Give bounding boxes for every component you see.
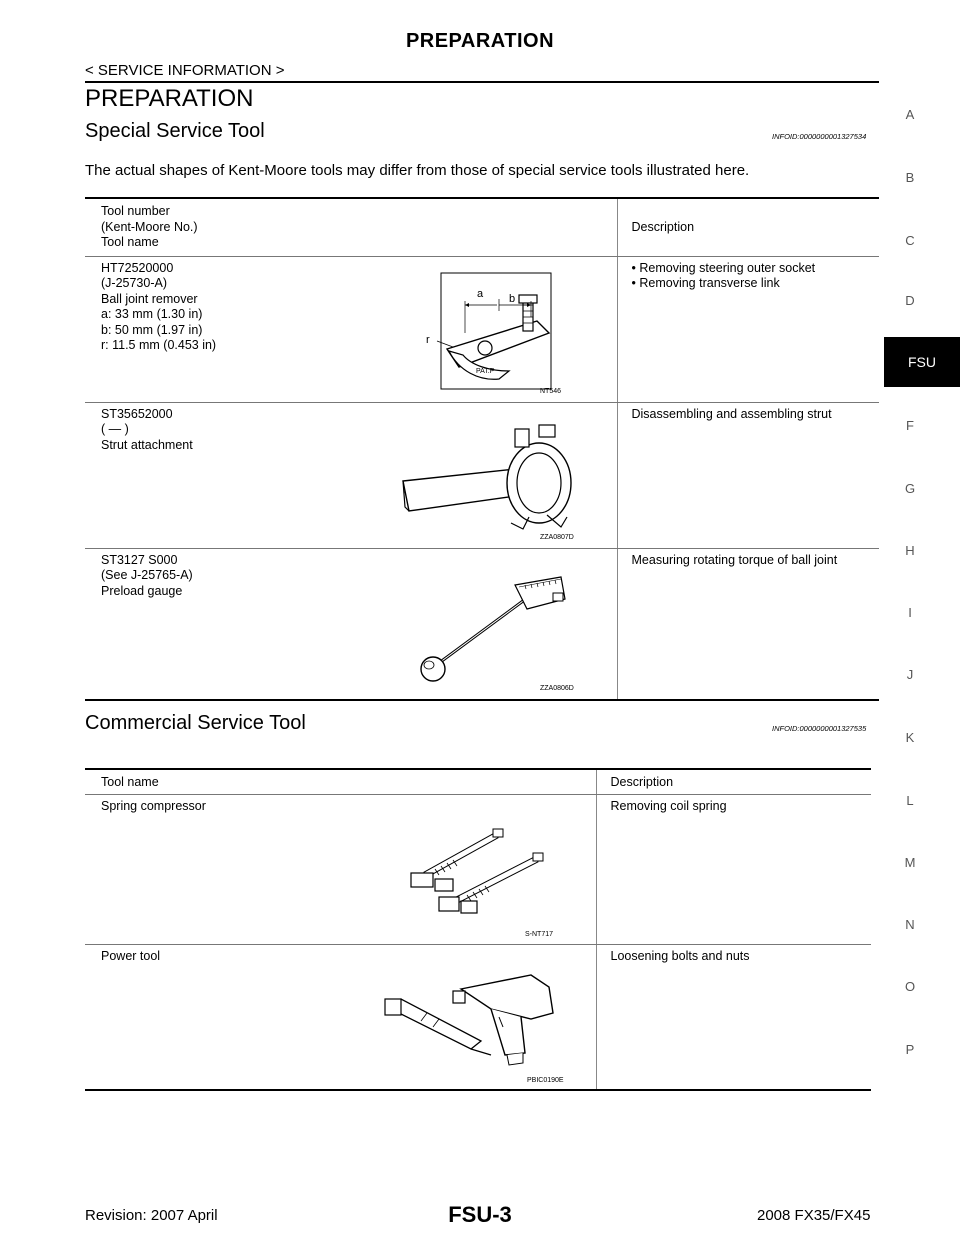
special-tool-intro: The actual shapes of Kent-Moore tools may differ from those of special service tools illustrated here.: [85, 162, 750, 179]
figure-code: S-NT717: [525, 930, 554, 938]
sidebar-letter-n[interactable]: N: [905, 917, 915, 932]
sidebar-letter-m[interactable]: M: [904, 855, 916, 870]
sidebar-letter-k[interactable]: K: [905, 730, 915, 745]
ball-joint-remover-figure: [419, 271, 639, 401]
column-header-tool-name: Tool name: [101, 774, 159, 789]
section-title: PREPARATION: [85, 85, 254, 112]
tool-info: ST35652000 ( — ) Strut attachment: [101, 406, 193, 452]
column-header-description: Description: [610, 774, 674, 789]
sidebar-letter-f[interactable]: F: [906, 418, 914, 433]
special-tool-table: [85, 197, 879, 701]
fig-label-patent: PAT.P: [476, 367, 495, 375]
description-item: • Removing steering outer socket: [632, 261, 880, 277]
sidebar-letter-b[interactable]: B: [905, 170, 915, 185]
table-row: [85, 944, 871, 1090]
footer-revision: Revision: 2007 April: [85, 1207, 218, 1224]
tool-info: ST3127 S000 (See J-25765-A) Preload gauge: [101, 552, 193, 598]
column-header-tool: Tool number (Kent-Moore No.) Tool name: [101, 204, 198, 249]
figure-code: NT546: [540, 387, 562, 395]
sidebar-tab-fsu[interactable]: FSU: [884, 337, 960, 387]
table-row: [85, 402, 879, 548]
fig-label-b: b: [509, 292, 516, 305]
special-tool-heading: Special Service Tool: [85, 120, 265, 142]
fig-label-a: a: [477, 287, 484, 300]
footer-page-number: FSU-3: [448, 1202, 512, 1227]
figure-code: ZZA0806D: [540, 684, 574, 692]
tool-description: Removing coil spring: [610, 798, 727, 813]
sidebar-letter-a[interactable]: A: [905, 107, 915, 122]
fig-label-r: r: [426, 333, 430, 346]
column-header-description: Description: [631, 220, 695, 235]
footer-model: 2008 FX35/FX45: [757, 1207, 871, 1224]
tool-name: Power tool: [101, 948, 161, 963]
tool-description: Loosening bolts and nuts: [610, 948, 750, 963]
description-item: • Removing transverse link: [632, 276, 880, 292]
power-tool-figure: [381, 969, 571, 1079]
table-header-row: [85, 769, 871, 794]
tool-description: Disassembling and assembling strut: [631, 406, 832, 421]
tool-info: HT72520000 (J-25730-A) Ball joint remover a: 33 mm (1.30 in) b: 50 mm (1.97 in) r: 11.5 mm (0.453 in): [101, 260, 217, 352]
header-divider: [85, 81, 879, 83]
commercial-tool-table: [85, 768, 871, 1091]
figure-code: PBIC0190E: [527, 1076, 564, 1084]
tool-description: Measuring rotating torque of ball joint: [631, 552, 838, 567]
sidebar-letter-c[interactable]: C: [905, 233, 915, 248]
sidebar-letter-l[interactable]: L: [906, 793, 914, 808]
figure-code: ZZA0807D: [540, 533, 574, 541]
preload-gauge-figure: [415, 565, 595, 685]
tool-name: Spring compressor: [101, 798, 206, 813]
sidebar-letter-d[interactable]: D: [905, 293, 915, 308]
strut-attachment-figure: [399, 417, 579, 541]
special-tool-infoid: INFOID:0000000001327534: [772, 132, 867, 141]
sidebar-letter-g[interactable]: G: [904, 481, 916, 496]
commercial-tool-infoid: INFOID:0000000001327535: [772, 724, 867, 733]
table-row: [85, 548, 879, 700]
table-row: [85, 794, 871, 944]
sidebar-letter-o[interactable]: O: [904, 979, 916, 994]
page-header-title: PREPARATION: [405, 30, 555, 52]
table-header-row: [85, 198, 879, 256]
sidebar-letter-i[interactable]: I: [908, 605, 912, 620]
spring-compressor-figure: [405, 819, 555, 919]
commercial-tool-heading: Commercial Service Tool: [85, 712, 306, 734]
sidebar-letter-p[interactable]: P: [905, 1042, 915, 1057]
page-header-subtitle: < SERVICE INFORMATION >: [85, 62, 285, 79]
tool-description: [632, 257, 880, 292]
table-row: [85, 256, 879, 402]
sidebar-letter-h[interactable]: H: [905, 543, 915, 558]
sidebar-letter-j[interactable]: J: [906, 667, 914, 682]
